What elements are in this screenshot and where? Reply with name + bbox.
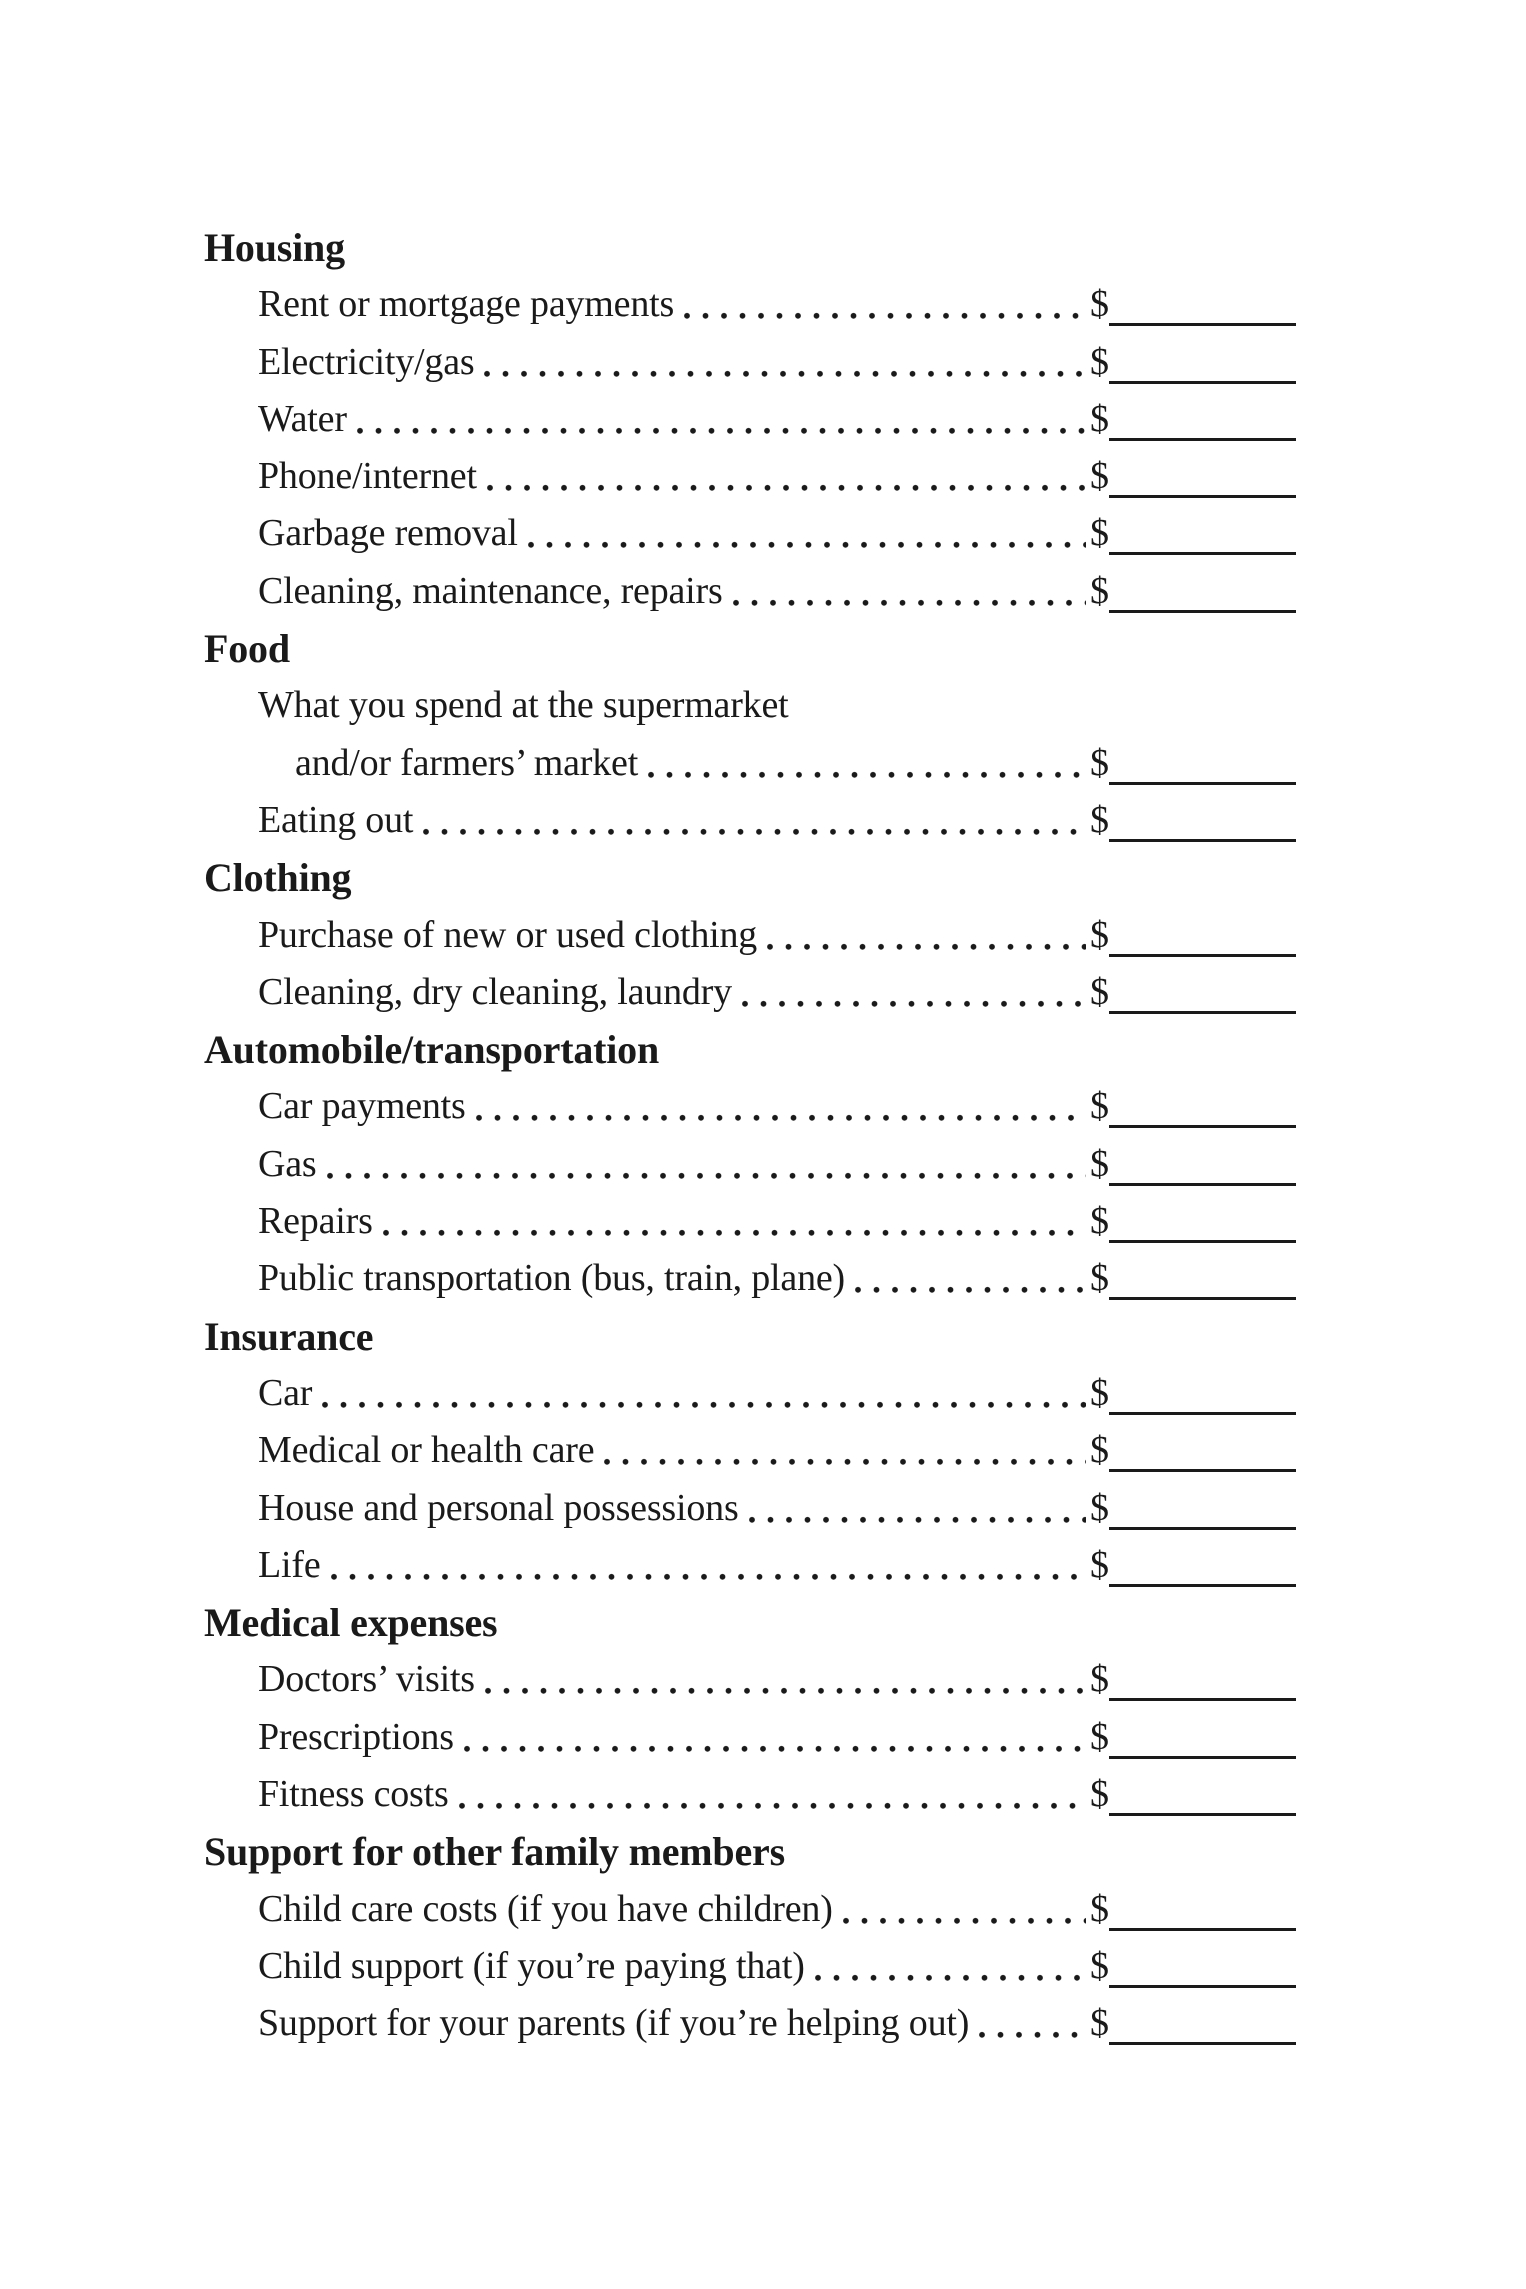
expense-item-row	[204, 677, 1300, 734]
amount-field	[1090, 1766, 1300, 1823]
amount-blank-line	[1109, 323, 1296, 326]
expense-item-label: and/or farmers’ market	[295, 741, 639, 784]
expense-item-row	[204, 1537, 1300, 1594]
amount-field	[1090, 735, 1300, 792]
section-heading: Insurance	[204, 1313, 374, 1359]
expense-item-label: Support for your parents (if you’re helping out)	[258, 2002, 970, 2045]
currency-symbol: $	[1090, 1371, 1109, 1414]
currency-symbol: $	[1090, 1543, 1109, 1586]
dot-leader	[749, 1480, 1086, 1537]
amount-field	[1090, 1938, 1300, 1995]
section-heading: Clothing	[204, 855, 352, 901]
section-heading: Housing	[204, 225, 345, 270]
section-heading-row	[204, 1594, 1300, 1651]
currency-symbol: $	[1090, 1142, 1109, 1185]
expense-item-label: Electricity/gas	[258, 340, 475, 383]
amount-blank-line	[1109, 782, 1296, 785]
amount-blank-line	[1109, 1125, 1296, 1128]
dot-leader	[528, 505, 1086, 562]
section-heading: Food	[204, 626, 290, 672]
expense-item-row	[204, 735, 1300, 792]
currency-symbol: $	[1090, 1085, 1109, 1128]
section-heading: Support for other family members	[204, 1829, 785, 1875]
amount-field	[1090, 1193, 1300, 1250]
expense-item-row	[204, 1881, 1300, 1938]
amount-blank-line	[1109, 839, 1296, 842]
dot-leader	[855, 1250, 1086, 1307]
section-heading: Automobile/transportation	[204, 1027, 660, 1073]
expense-item-row	[204, 792, 1300, 849]
amount-blank-line	[1109, 1527, 1296, 1530]
expense-item-row	[204, 563, 1300, 620]
amount-blank-line	[1109, 610, 1296, 613]
amount-blank-line	[1109, 1985, 1296, 1988]
amount-blank-line	[1109, 1011, 1296, 1014]
amount-field	[1090, 1709, 1300, 1766]
expense-item-label: Child support (if you’re paying that)	[258, 1944, 805, 1987]
expense-item-row	[204, 334, 1300, 391]
amount-field	[1090, 1881, 1300, 1938]
amount-blank-line	[1109, 1584, 1296, 1587]
dot-leader	[733, 563, 1086, 620]
amount-field	[1090, 1365, 1300, 1422]
expense-item-label: Repairs	[258, 1200, 373, 1243]
amount-field	[1090, 276, 1300, 333]
expense-item-row	[204, 1078, 1300, 1135]
expense-item-row	[204, 1136, 1300, 1193]
dot-leader	[767, 907, 1086, 964]
expense-item-label: Doctors’ visits	[258, 1658, 475, 1701]
currency-symbol: $	[1090, 2002, 1109, 2045]
amount-blank-line	[1109, 1928, 1296, 1931]
expense-item-label: Medical or health care	[258, 1429, 595, 1472]
amount-blank-line	[1109, 1240, 1296, 1243]
section-heading-row	[204, 1823, 1300, 1880]
expense-item-label: Water	[258, 397, 347, 440]
expense-item-row	[204, 1995, 1300, 2052]
amount-field	[1090, 448, 1300, 505]
expense-item-row	[204, 1938, 1300, 1995]
dot-leader	[476, 1078, 1086, 1135]
expense-item-row	[204, 907, 1300, 964]
dot-leader	[604, 1422, 1086, 1479]
section-heading: Medical expenses	[204, 1600, 498, 1646]
amount-field	[1090, 1250, 1300, 1307]
section-heading-row	[204, 620, 1300, 677]
dot-leader	[742, 964, 1086, 1021]
expense-item-label: Phone/internet	[258, 455, 477, 498]
amount-field	[1090, 792, 1300, 849]
currency-symbol: $	[1090, 913, 1109, 956]
expense-item-label: Garbage removal	[258, 512, 518, 555]
currency-symbol: $	[1090, 397, 1109, 440]
dot-leader	[815, 1938, 1086, 1995]
expense-item-row	[204, 1365, 1300, 1422]
dot-leader	[331, 1537, 1087, 1594]
amount-blank-line	[1109, 552, 1296, 555]
expense-worksheet	[204, 219, 1300, 2053]
dot-leader	[357, 391, 1086, 448]
expense-item-row	[204, 448, 1300, 505]
currency-symbol: $	[1090, 455, 1109, 498]
amount-field	[1090, 1078, 1300, 1135]
amount-field	[1090, 334, 1300, 391]
dot-leader	[487, 448, 1086, 505]
amount-blank-line	[1109, 495, 1296, 498]
expense-item-label: Child care costs (if you have children)	[258, 1887, 833, 1930]
dot-leader	[322, 1365, 1086, 1422]
expense-item-row	[204, 1422, 1300, 1479]
expense-item-label: Gas	[258, 1142, 317, 1185]
amount-blank-line	[1109, 1412, 1296, 1415]
expense-item-row	[204, 1651, 1300, 1708]
amount-field	[1090, 907, 1300, 964]
expense-item-row	[204, 1193, 1300, 1250]
currency-symbol: $	[1090, 569, 1109, 612]
amount-field	[1090, 1480, 1300, 1537]
expense-item-label: Cleaning, maintenance, repairs	[258, 569, 723, 612]
amount-field	[1090, 391, 1300, 448]
expense-item-label: Prescriptions	[258, 1715, 454, 1758]
expense-item-label: Public transportation (bus, train, plane)	[258, 1257, 845, 1300]
expense-item-row	[204, 391, 1300, 448]
currency-symbol: $	[1090, 1429, 1109, 1472]
expense-item-label: Purchase of new or used clothing	[258, 913, 758, 956]
currency-symbol: $	[1090, 1715, 1109, 1758]
dot-leader	[843, 1881, 1086, 1938]
expense-item-label: Rent or mortgage payments	[258, 283, 675, 326]
dot-leader	[485, 1651, 1086, 1708]
amount-blank-line	[1109, 2042, 1296, 2045]
amount-blank-line	[1109, 1469, 1296, 1472]
amount-blank-line	[1109, 438, 1296, 441]
expense-item-row	[204, 1250, 1300, 1307]
currency-symbol: $	[1090, 798, 1109, 841]
amount-field	[1090, 563, 1300, 620]
dot-leader	[648, 735, 1086, 792]
expense-item-label: Eating out	[258, 798, 414, 841]
currency-symbol: $	[1090, 1200, 1109, 1243]
expense-item-row	[204, 505, 1300, 562]
amount-blank-line	[1109, 381, 1296, 384]
amount-blank-line	[1109, 954, 1296, 957]
expense-item-row	[204, 1480, 1300, 1537]
amount-field	[1090, 1995, 1300, 2052]
amount-field	[1090, 1136, 1300, 1193]
dot-leader	[979, 1995, 1086, 2052]
currency-symbol: $	[1090, 741, 1109, 784]
expense-item-label-line1: What you spend at the supermarket	[258, 684, 789, 727]
expense-item-row	[204, 1709, 1300, 1766]
expense-item-label: Car	[258, 1371, 313, 1414]
amount-field	[1090, 1651, 1300, 1708]
amount-blank-line	[1109, 1756, 1296, 1759]
currency-symbol: $	[1090, 970, 1109, 1013]
expense-item-label: Life	[258, 1543, 321, 1586]
expense-item-row	[204, 1766, 1300, 1823]
expense-item-row	[204, 276, 1300, 333]
currency-symbol: $	[1090, 1944, 1109, 1987]
section-heading-row	[204, 1308, 1300, 1365]
dot-leader	[484, 334, 1086, 391]
amount-field	[1090, 505, 1300, 562]
currency-symbol: $	[1090, 1887, 1109, 1930]
dot-leader	[383, 1193, 1086, 1250]
section-heading-row	[204, 849, 1300, 906]
amount-blank-line	[1109, 1813, 1296, 1816]
currency-symbol: $	[1090, 512, 1109, 555]
expense-item-label: Cleaning, dry cleaning, laundry	[258, 970, 732, 1013]
amount-field	[1090, 1422, 1300, 1479]
expense-item-label: Car payments	[258, 1085, 466, 1128]
currency-symbol: $	[1090, 1486, 1109, 1529]
expense-item-row	[204, 964, 1300, 1021]
section-heading-row	[204, 1021, 1300, 1078]
amount-field	[1090, 964, 1300, 1021]
currency-symbol: $	[1090, 283, 1109, 326]
dot-leader	[464, 1709, 1086, 1766]
amount-blank-line	[1109, 1698, 1296, 1701]
amount-blank-line	[1109, 1297, 1296, 1300]
dot-leader	[327, 1136, 1087, 1193]
dot-leader	[684, 276, 1086, 333]
currency-symbol: $	[1090, 1257, 1109, 1300]
dot-leader	[423, 792, 1086, 849]
expense-item-label: House and personal possessions	[258, 1486, 739, 1529]
currency-symbol: $	[1090, 1658, 1109, 1701]
currency-symbol: $	[1090, 1773, 1109, 1816]
amount-blank-line	[1109, 1183, 1296, 1186]
currency-symbol: $	[1090, 340, 1109, 383]
dot-leader	[459, 1766, 1086, 1823]
amount-field	[1090, 1537, 1300, 1594]
expense-item-label: Fitness costs	[258, 1773, 449, 1816]
section-heading-row	[204, 219, 1300, 276]
